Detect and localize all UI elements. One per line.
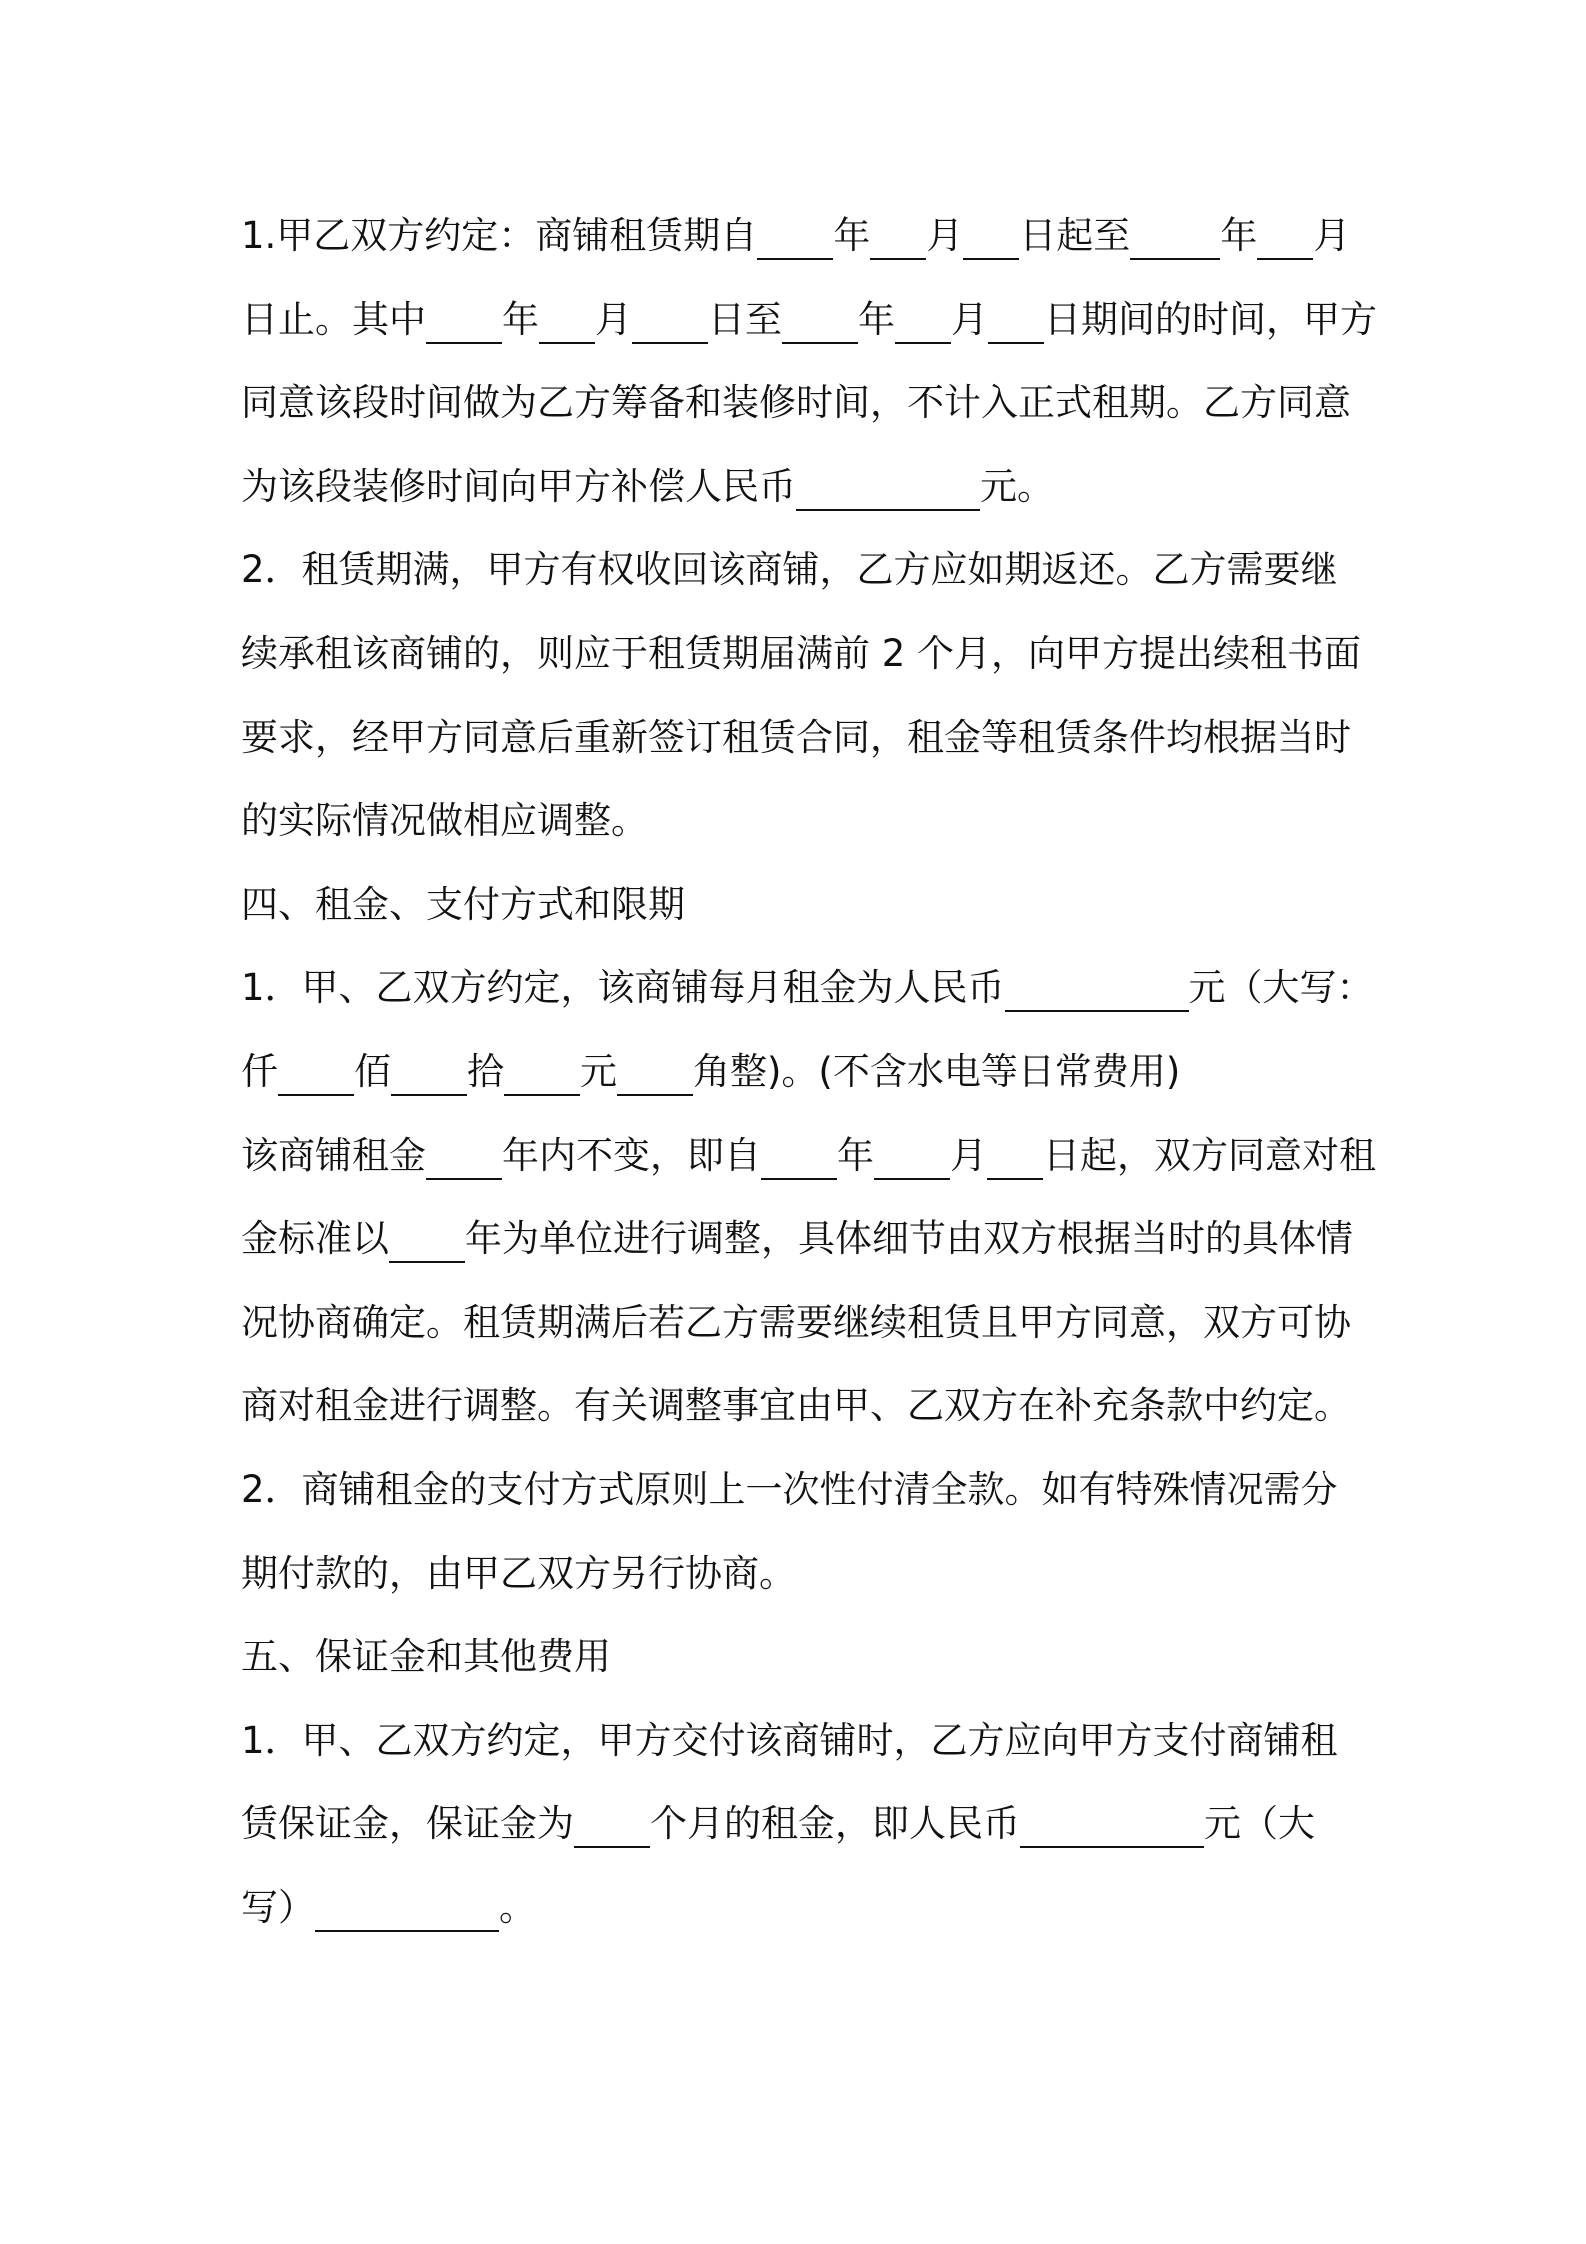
document-line bbox=[241, 1197, 1361, 1281]
text-segment: 1．甲、乙双方约定，该商铺每月租金为人民币 bbox=[241, 966, 1005, 1010]
text-segment: 同意该段时间做为乙方筹备和装修时间，不计入正式租期。乙方同意 bbox=[241, 381, 1351, 425]
text-segment: 。 bbox=[499, 1885, 536, 1929]
document-line bbox=[241, 445, 1361, 529]
text-segment: 角整)。(不含水电等日常费用) bbox=[693, 1049, 1181, 1093]
text-segment: 期付款的，由甲乙双方另行协商。 bbox=[241, 1551, 796, 1595]
document-line bbox=[241, 1030, 1361, 1114]
text-segment: 月 bbox=[595, 297, 632, 341]
text-segment: 金标准以 bbox=[241, 1217, 389, 1261]
document-line bbox=[241, 1615, 1361, 1699]
fill-in-blank[interactable] bbox=[796, 465, 980, 511]
fill-in-blank[interactable] bbox=[391, 1050, 467, 1096]
fill-in-blank[interactable] bbox=[426, 298, 502, 344]
text-segment: 元（大 bbox=[1204, 1802, 1315, 1846]
fill-in-blank[interactable] bbox=[617, 1050, 693, 1096]
text-segment: 佰 bbox=[354, 1049, 391, 1093]
text-segment: 1.甲乙双方约定：商铺租赁期自 bbox=[241, 214, 758, 257]
document-line bbox=[241, 612, 1361, 696]
text-segment: 四、租金、支付方式和限期 bbox=[241, 882, 685, 926]
fill-in-blank[interactable] bbox=[539, 298, 595, 344]
text-segment: 续承租该商铺的，则应于租赁期届满前 2 个月，向甲方提出续租书面 bbox=[241, 631, 1362, 675]
fill-in-blank[interactable] bbox=[1020, 1802, 1204, 1848]
fill-in-blank[interactable] bbox=[757, 214, 833, 260]
fill-in-blank[interactable] bbox=[870, 214, 926, 260]
fill-in-blank[interactable] bbox=[574, 1802, 650, 1848]
fill-in-blank[interactable] bbox=[1005, 966, 1189, 1012]
fill-in-blank[interactable] bbox=[504, 1050, 580, 1096]
fill-in-blank[interactable] bbox=[632, 298, 708, 344]
document-line bbox=[241, 361, 1361, 445]
text-segment: 月 bbox=[926, 214, 964, 257]
document-line bbox=[241, 779, 1361, 863]
text-segment: 仟 bbox=[241, 1049, 278, 1093]
fill-in-blank[interactable] bbox=[987, 1134, 1043, 1180]
text-segment: 要求，经甲方同意后重新签订租赁合同，租金等租赁条件均根据当时 bbox=[241, 715, 1351, 759]
document-line bbox=[241, 278, 1377, 362]
text-segment: 年 bbox=[833, 214, 871, 257]
document-line bbox=[241, 1532, 1361, 1616]
document-line bbox=[241, 696, 1361, 780]
text-segment: 写） bbox=[241, 1885, 315, 1929]
fill-in-blank[interactable] bbox=[1130, 214, 1220, 260]
text-segment: 商对租金进行调整。有关调整事宜由甲、乙双方在补充条款中约定。 bbox=[241, 1384, 1351, 1428]
document-line bbox=[241, 1364, 1361, 1448]
text-segment: 年 bbox=[837, 1133, 874, 1177]
document-line bbox=[241, 946, 1374, 1030]
text-segment: 年为单位进行调整，具体细节由双方根据当时的具体情 bbox=[465, 1217, 1353, 1261]
text-segment: 月 bbox=[951, 297, 988, 341]
text-segment: 况协商确定。租赁期满后若乙方需要继续租赁且甲方同意，双方可协 bbox=[241, 1300, 1351, 1344]
text-segment: 日至 bbox=[708, 297, 782, 341]
text-segment: 日止。其中 bbox=[241, 297, 426, 341]
document-line bbox=[241, 1782, 1361, 1866]
text-segment: 2．租赁期满，甲方有权收回该商铺，乙方应如期返还。乙方需要继 bbox=[241, 548, 1338, 592]
fill-in-blank[interactable] bbox=[963, 214, 1019, 260]
text-segment: 2．商铺租金的支付方式原则上一次性付清全款。如有特殊情况需分 bbox=[241, 1467, 1338, 1511]
document-line bbox=[241, 1114, 1376, 1198]
document-line bbox=[241, 1866, 1361, 1950]
text-segment: 的实际情况做相应调整。 bbox=[241, 799, 648, 843]
text-segment: 赁保证金，保证金为 bbox=[241, 1802, 574, 1846]
fill-in-blank[interactable] bbox=[782, 298, 858, 344]
text-segment: 日期间的时间，甲方 bbox=[1044, 297, 1377, 341]
text-segment: 年 bbox=[1220, 214, 1258, 257]
text-segment: 1．甲、乙双方约定，甲方交付该商铺时，乙方应向甲方支付商铺租 bbox=[241, 1718, 1338, 1762]
document-line bbox=[241, 863, 1361, 947]
fill-in-blank[interactable] bbox=[315, 1886, 499, 1932]
text-segment: 日起，双方同意对租 bbox=[1043, 1133, 1376, 1177]
text-segment: 拾 bbox=[467, 1049, 504, 1093]
document-line bbox=[241, 194, 1361, 278]
text-segment: 月 bbox=[1313, 214, 1351, 257]
text-segment: 年 bbox=[502, 297, 539, 341]
document-line bbox=[241, 1448, 1361, 1532]
fill-in-blank[interactable] bbox=[761, 1134, 837, 1180]
fill-in-blank[interactable] bbox=[389, 1217, 465, 1263]
fill-in-blank[interactable] bbox=[426, 1134, 502, 1180]
text-segment: 为该段装修时间向甲方补偿人民币 bbox=[241, 464, 796, 508]
text-segment: 日起至 bbox=[1019, 214, 1131, 257]
fill-in-blank[interactable] bbox=[895, 298, 951, 344]
text-segment: 元 bbox=[580, 1049, 617, 1093]
document-line bbox=[241, 1281, 1361, 1365]
fill-in-blank[interactable] bbox=[278, 1050, 354, 1096]
text-segment: 年内不变，即自 bbox=[502, 1133, 761, 1177]
fill-in-blank[interactable] bbox=[1257, 214, 1313, 260]
fill-in-blank[interactable] bbox=[988, 298, 1044, 344]
text-segment: 个月的租金，即人民币 bbox=[650, 1802, 1020, 1846]
text-segment: 五、保证金和其他费用 bbox=[241, 1635, 611, 1679]
text-segment: 月 bbox=[950, 1133, 987, 1177]
document-body bbox=[241, 194, 1377, 1949]
text-segment: 元。 bbox=[980, 464, 1054, 508]
document-line bbox=[241, 1699, 1361, 1783]
fill-in-blank[interactable] bbox=[874, 1134, 950, 1180]
text-segment: 元（大写： bbox=[1188, 966, 1374, 1010]
text-segment: 该商铺租金 bbox=[241, 1133, 426, 1177]
text-segment: 年 bbox=[858, 297, 895, 341]
document-line bbox=[241, 528, 1361, 612]
